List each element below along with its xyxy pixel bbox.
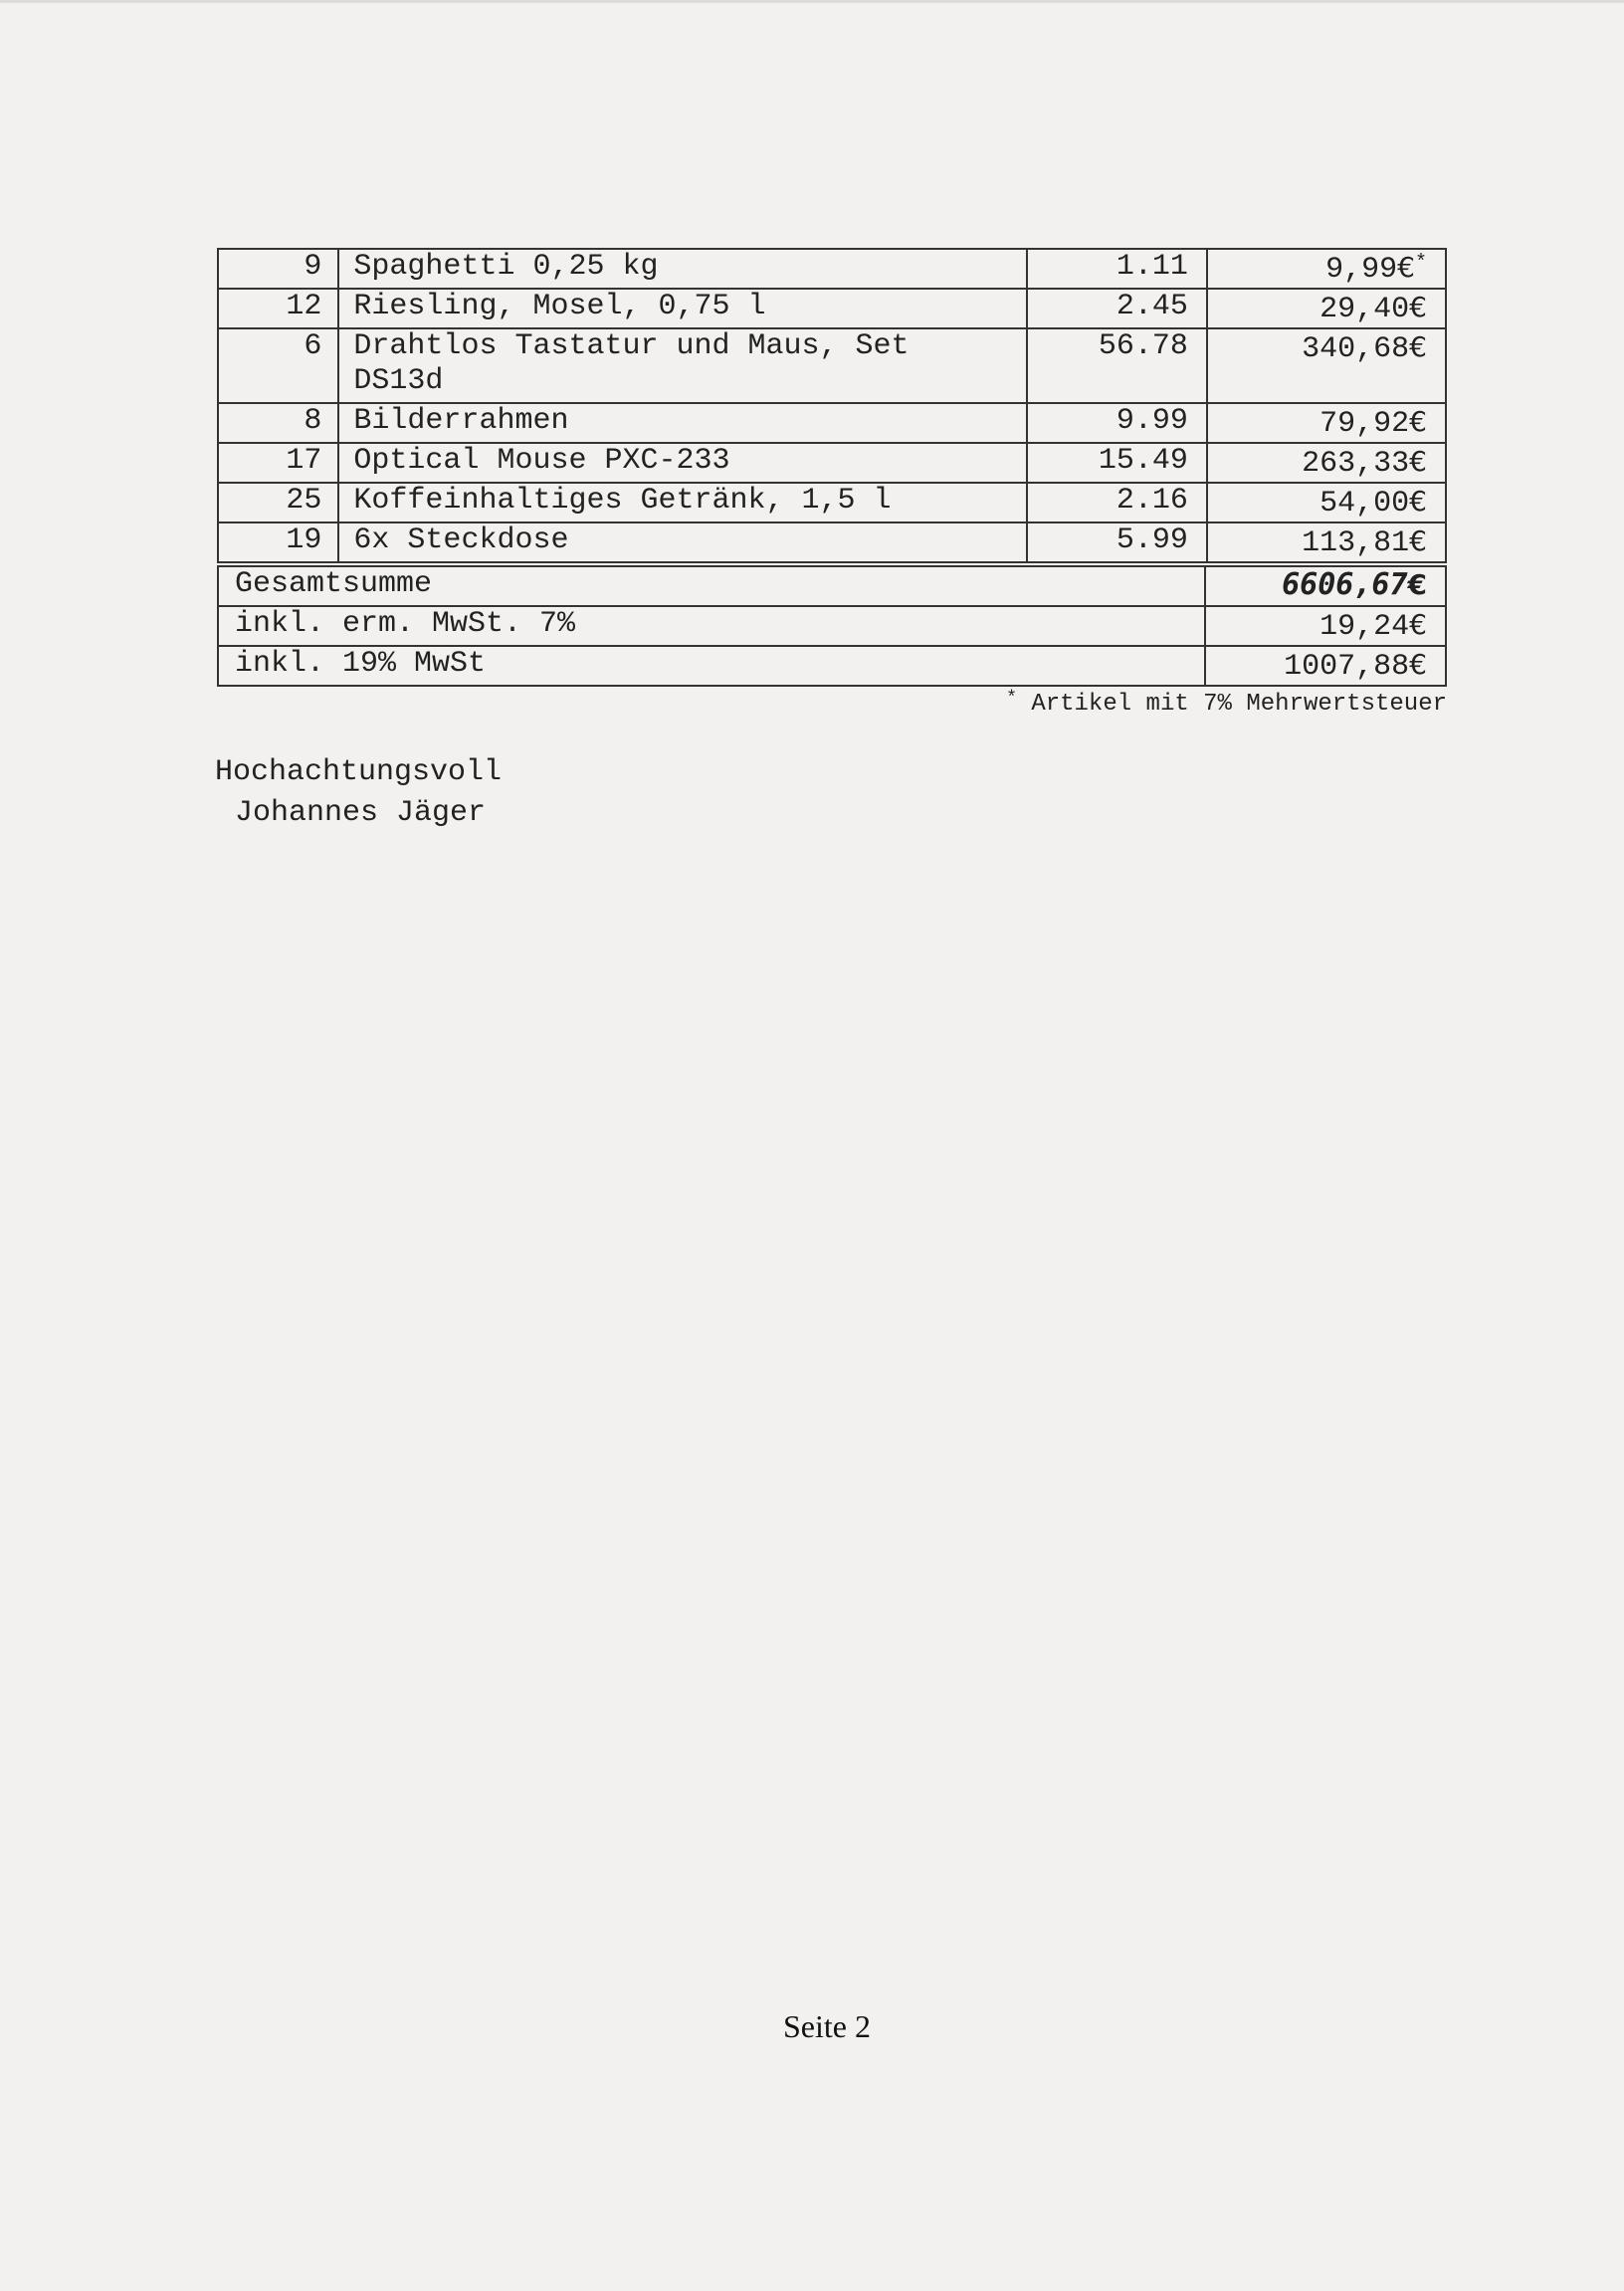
item-quantity: 12: [218, 289, 338, 328]
item-quantity: 25: [218, 483, 338, 522]
item-description: Riesling, Mosel, 0,75 l: [338, 289, 1026, 328]
item-total-value: 54,00: [1320, 487, 1410, 521]
euro-sign: €: [1407, 568, 1427, 601]
table-row: [218, 328, 1446, 403]
table-row: [218, 289, 1446, 328]
item-total-value: 263,33: [1302, 447, 1410, 481]
euro-sign: €: [1409, 524, 1427, 557]
item-total: [1207, 443, 1446, 483]
grand-total-value: 6606,67: [1282, 567, 1408, 602]
reduced-vat-amount: [1205, 606, 1446, 646]
item-total-value: 9,99: [1325, 253, 1398, 287]
item-unit-price: 5.99: [1027, 522, 1207, 562]
item-total: [1207, 249, 1446, 289]
item-quantity: 17: [218, 443, 338, 483]
item-quantity: 19: [218, 522, 338, 562]
vat-row: [218, 646, 1446, 686]
footnote: [1006, 691, 1447, 718]
item-description: Bilderrahmen: [338, 403, 1026, 443]
vat-amount: [1205, 646, 1446, 686]
euro-sign: €: [1409, 445, 1427, 478]
vat-value: 1007,88: [1284, 650, 1410, 684]
euro-sign: €: [1409, 608, 1427, 641]
euro-sign: €: [1409, 291, 1427, 323]
grand-total-label: Gesamtsumme: [218, 566, 1205, 606]
euro-sign: €: [1409, 405, 1427, 438]
item-total-value: 113,81: [1302, 526, 1410, 560]
table-row: [218, 443, 1446, 483]
item-total: [1207, 483, 1446, 522]
reduced-vat-row: [218, 606, 1446, 646]
page-number: [0, 2008, 1624, 2045]
item-unit-price: 2.16: [1027, 483, 1207, 522]
euro-sign: €: [1397, 251, 1415, 284]
item-total: [1207, 289, 1446, 328]
signature-name: Johannes Jäger: [235, 796, 487, 830]
grand-total-amount: [1205, 566, 1446, 606]
invoice-totals-table: [217, 565, 1447, 687]
table-row: [218, 249, 1446, 289]
vat-label: inkl. 19% MwSt: [218, 646, 1205, 686]
item-quantity: 8: [218, 403, 338, 443]
item-description: Optical Mouse PXC-233: [338, 443, 1026, 483]
reduced-vat-label: inkl. erm. MwSt. 7%: [218, 606, 1205, 646]
item-description: Spaghetti 0,25 kg: [338, 249, 1026, 289]
item-unit-price: 1.11: [1027, 249, 1207, 289]
page-number-text: Seite 2: [783, 2008, 871, 2044]
closing-block: [215, 752, 502, 834]
reduced-vat-value: 19,24: [1320, 610, 1410, 644]
item-total: [1207, 328, 1446, 403]
grand-total-row: [218, 566, 1446, 606]
item-unit-price: 15.49: [1027, 443, 1207, 483]
item-total-value: 29,40: [1320, 293, 1410, 326]
item-total-value: 340,68: [1302, 332, 1410, 366]
table-row: [218, 522, 1446, 562]
item-unit-price: 56.78: [1027, 328, 1207, 403]
euro-sign: €: [1409, 330, 1427, 363]
item-description-line2: DS13d: [353, 364, 444, 398]
euro-sign: €: [1409, 648, 1427, 681]
closing-salutation: Hochachtungsvoll: [215, 755, 503, 789]
item-total: [1207, 403, 1446, 443]
item-description-line1: Drahtlos Tastatur und Maus, Set: [353, 329, 910, 363]
item-description: Koffeinhaltiges Getränk, 1,5 l: [338, 483, 1026, 522]
item-description: 6x Steckdose: [338, 522, 1026, 562]
item-description: [338, 328, 1026, 403]
reduced-vat-marker: *: [1414, 252, 1427, 275]
table-row: [218, 483, 1446, 522]
page-top-edge: [0, 0, 1624, 3]
footnote-marker: *: [1006, 689, 1017, 709]
item-quantity: 6: [218, 328, 338, 403]
item-quantity: 9: [218, 249, 338, 289]
item-total-value: 79,92: [1320, 407, 1410, 441]
invoice-items-table: [217, 248, 1447, 563]
item-unit-price: 2.45: [1027, 289, 1207, 328]
euro-sign: €: [1409, 485, 1427, 518]
item-unit-price: 9.99: [1027, 403, 1207, 443]
item-total: [1207, 522, 1446, 562]
footnote-text: Artikel mit 7% Mehrwertsteuer: [1016, 691, 1447, 718]
table-row: [218, 403, 1446, 443]
